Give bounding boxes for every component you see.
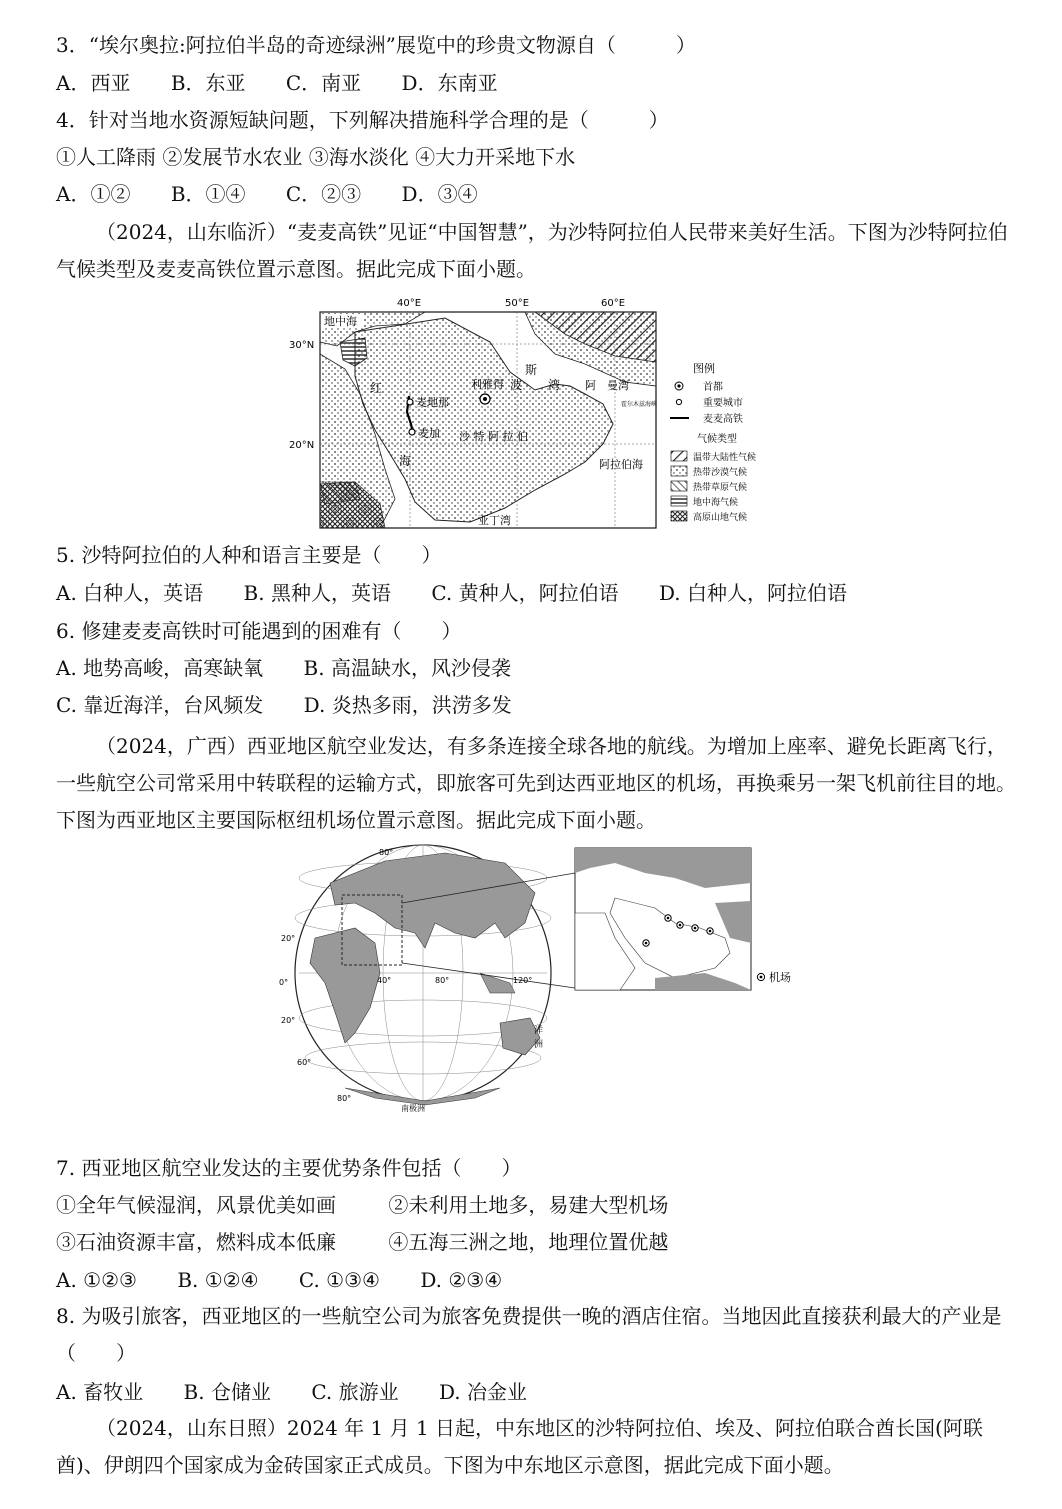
q6-option-d: D. 炎热多雨，洪涝多发: [303, 693, 512, 717]
q5-option-b: B. 黑种人，英语: [243, 581, 391, 605]
q7-option-a: A. ①②③: [56, 1268, 137, 1292]
q6-option-a: A. 地势高峻，高寒缺氧: [56, 656, 264, 680]
q4-option-b: B．①④: [170, 182, 246, 206]
mecca-marker: [409, 429, 415, 435]
medina-marker: [407, 399, 413, 405]
q4-option-a: A．①②: [56, 182, 131, 206]
airport-legend-label: 机场: [769, 971, 791, 984]
q5-stem: 5. 沙特阿拉伯的人种和语言主要是（ ）: [56, 543, 442, 567]
q8-options: [56, 1379, 561, 1405]
q7-item-4: ④五海三洲之地，地理位置优越: [388, 1230, 669, 1254]
q3-stem: 3．“埃尔奥拉:阿拉伯半岛的奇迹绿洲”展览中的珍贵文物源自（ ）: [56, 33, 696, 57]
legend-city: 重要城市: [703, 398, 743, 409]
label-ocean-2: 洲: [534, 1040, 544, 1050]
legend-railway: 麦麦高铁: [703, 414, 743, 425]
label-mediterranean: 地中海: [324, 315, 357, 328]
label-persian-2: 斯: [525, 363, 538, 377]
q4-stem: 4．针对当地水资源短缺问题，下列解决措施科学合理的是（ ）: [56, 108, 669, 132]
q3-option-b: B．东亚: [170, 71, 246, 95]
q8-option-d: D. 冶金业: [438, 1380, 528, 1404]
label-arabian-sea: 阿拉伯海: [599, 458, 643, 471]
lon-label: 60°E: [601, 298, 626, 309]
label-oman-gulf: 阿 曼湾: [585, 379, 629, 392]
q4-options: [56, 181, 512, 207]
q6-options-row1: [56, 655, 545, 681]
q8-option-c: C. 旅游业: [311, 1380, 399, 1404]
legend-climate: 高原山地气候: [693, 513, 748, 523]
q5-option-c: C. 黄种人，阿拉伯语: [431, 581, 619, 605]
passage-guangxi-text: （2024，广西）西亚地区航空业发达，有多条连接全球各地的航线。为增加上座率、避免长距离飞行，一些航空公司常采用中转联程的运输方式，即旅客可先到达西亚地区的机场，再换乘另一架飞机前往目的地。下图为西亚地区主要国际枢纽机场位置示意图。据此完成下面小题。: [56, 734, 1016, 832]
q7-item-2: ②未利用土地多，易建大型机场: [388, 1193, 669, 1217]
label-aden: 亚丁湾: [478, 514, 511, 527]
label-ocean-1: 洋: [534, 1026, 544, 1036]
passage-linyi-text: （2024，山东临沂）“麦麦高铁”见证“中国智慧”，为沙特阿拉伯人民带来美好生活。下图为沙特阿拉伯气候类型及麦麦高铁位置示意图。据此完成下面小题。: [56, 220, 1008, 281]
q4-option-c: C．②③: [285, 182, 362, 206]
q6-option-c: C. 靠近海洋，台风频发: [56, 693, 264, 717]
q3-option-d: D．东南亚: [401, 71, 498, 95]
globe-lat-label: 20°: [281, 1016, 296, 1025]
label-mecca: 麦加: [418, 427, 440, 440]
label-riyadh: 利雅得: [471, 378, 504, 391]
q7-items-row1: [56, 1192, 702, 1218]
lat-label: 30°N: [289, 340, 315, 351]
label-red-sea-2: 海: [399, 454, 412, 468]
label-persian-3: 湾: [548, 378, 561, 392]
globe-lat-label: 20°: [281, 934, 296, 943]
lon-label: 50°E: [505, 298, 530, 309]
passage-linyi: [56, 214, 1016, 288]
q7-option-b: B. ①②④: [177, 1268, 259, 1292]
q7-option-c: C. ①③④: [298, 1268, 380, 1292]
passage-guangxi: [56, 728, 1016, 839]
globe-lon-label: 40°: [377, 976, 392, 985]
globe-lon-label: 80°: [435, 976, 450, 985]
legend-climate: 地中海气候: [693, 498, 739, 508]
lat-label: 20°N: [289, 440, 315, 451]
q7-item-3: ③石油资源丰富，燃料成本低廉: [56, 1230, 336, 1254]
q7-item-1: ①全年气候湿润，风景优美如画: [56, 1193, 336, 1217]
q3-option-c: C．南亚: [285, 71, 362, 95]
globe-lat-label: 60°: [297, 1058, 312, 1067]
west-asia-airports-map: [275, 843, 815, 1123]
label-red-sea-1: 红: [370, 381, 383, 395]
q3-option-a: A．西亚: [56, 71, 131, 95]
globe-lat-label: 80°: [379, 848, 394, 857]
q4-option-d: D．③④: [401, 182, 478, 206]
map1-legend: [670, 361, 756, 523]
saudi-climate-map: [285, 294, 795, 534]
q7-options: [56, 1267, 536, 1293]
passage-rizhao: [56, 1410, 1016, 1484]
legend-climate: 热带草原气候: [693, 483, 748, 493]
globe-lat-label: 80°: [337, 1094, 352, 1103]
q7-option-d: D. ②③④: [420, 1268, 503, 1292]
q6-options-row2: [56, 692, 546, 718]
label-antarctica: 南极洲: [401, 1104, 425, 1113]
legend-climate: 热带沙漠气候: [693, 468, 748, 478]
q7-items-row2: [56, 1229, 702, 1255]
q6-option-b: B. 高温缺水，风沙侵袭: [303, 656, 511, 680]
legend-title: 图例: [693, 362, 715, 375]
q8-option-b: B. 仓储业: [183, 1380, 271, 1404]
q3-options: [56, 70, 532, 96]
label-medina: 麦地那: [416, 396, 449, 409]
legend-capital: 首都: [703, 382, 723, 393]
legend-climate-title: 气候类型: [697, 434, 737, 445]
q5-option-a: A. 白种人，英语: [56, 581, 204, 605]
q8-stem: 8. 为吸引旅客，西亚地区的一些航空公司为旅客免费提供一晚的酒店住宿。当地因此直接获利最大的产业是（ ）: [56, 1304, 1002, 1365]
label-hormuz: 霍尔木兹海峡: [621, 401, 658, 408]
globe-lat-label: 0°: [279, 978, 289, 987]
legend-climate: 温带大陆性气候: [693, 453, 757, 463]
label-saudi: 沙 特 阿 拉 伯: [459, 430, 528, 443]
lon-label: 40°E: [397, 298, 422, 309]
globe-lon-label: 120°: [513, 976, 533, 985]
label-persian-1: 波: [510, 378, 523, 392]
q4-items: ①人工降雨 ②发展节水农业 ③海水淡化 ④大力开采地下水: [56, 145, 576, 169]
q8-option-a: A. 畜牧业: [56, 1380, 144, 1404]
q7-stem: 7. 西亚地区航空业发达的主要优势条件包括（ ）: [56, 1156, 522, 1180]
q5-options: [56, 580, 881, 606]
q5-option-d: D. 白种人，阿拉伯语: [658, 581, 848, 605]
passage-rizhao-text: （2024，山东日照）2024 年 1 月 1 日起，中东地区的沙特阿拉伯、埃及、阿拉伯联合酋长国(阿联酋)、伊朗四个国家成为金砖国家正式成员。下图为中东地区示意图，据此完成下面小题。: [56, 1416, 983, 1477]
q6-stem: 6. 修建麦麦高铁时可能遇到的困难有（ ）: [56, 619, 462, 643]
